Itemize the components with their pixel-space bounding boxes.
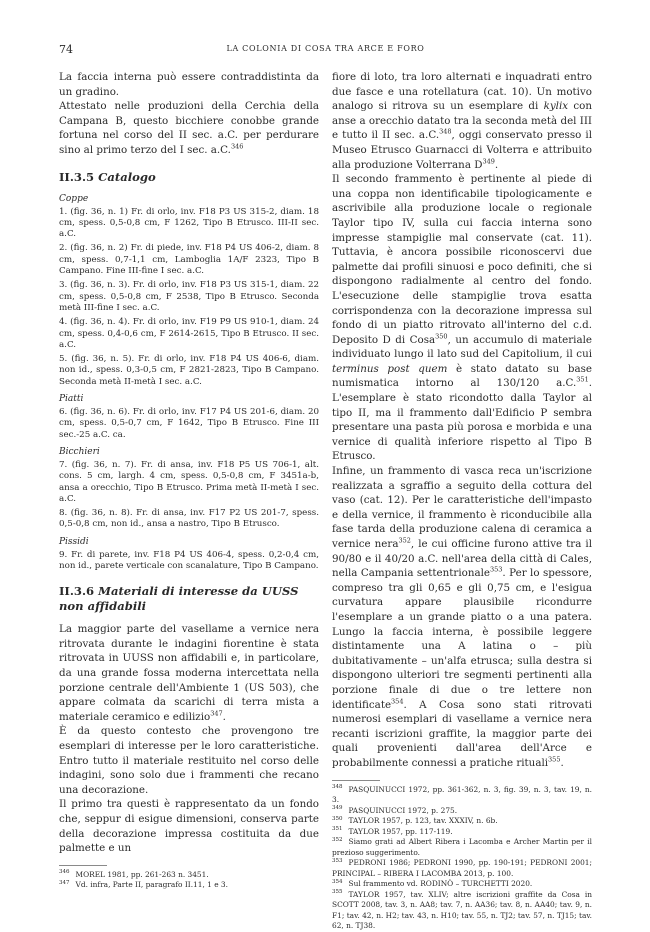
footnote-ref-351[interactable]: 351: [576, 376, 589, 385]
footnote-349: [332, 806, 592, 817]
footnote-number: 349: [332, 805, 343, 812]
subheading-coppe: Coppe: [59, 193, 89, 204]
section-number-2: II.3.6: [59, 584, 95, 599]
footnote-number: 346: [59, 869, 70, 876]
footnote-number: 354: [332, 878, 343, 885]
footnote-348: [332, 785, 592, 806]
footnote-number: 348: [332, 784, 343, 791]
kylix-term: kylix: [543, 100, 569, 113]
materiali-text-b: È da questo contesto che provengono tre esemplari di interesse per le loro caratteristiche. Entro tutto il materiale restituito nel corso delle indagini, sono solo due i frammenti che recano una decorazione.: [59, 725, 319, 796]
section-heading-catalogo: [59, 170, 319, 185]
paragraph-iscrizione: Infine, un frammento di vasca reca un'iscrizione realizzata a sgraffio a seguito della cottura del vaso (cat. 12). Per le caratteristiche dell'impasto e della vernice, il frammento è riconducibile alla fase tarda della produzione calena di ceramica a vernice nera$^{352}$, le cui officine furono attive tra il 90/80 e il 40/20 a.C. nell'area della città di Cales, nella Campania settentrionale$^{353}$. Per lo spessore, compreso tra gli 0,65 e gli 0,75 cm, e l'esigua curvatura appare plausibile ricondurre l'esemplare a un grande piatto o a una patera. Lungo la faccia interna, è possibile leggere distintamente una A latina o – più dubitativamente – un'alfa etrusca; sulla destra si dispongono ulteriori tre segmenti pertinenti alla porzione finale di due o tre lettere non identificate$^{354}$. A Cosa sono stati ritrovati numerosi esemplari di vasellame a vernice nera recanti iscrizioni graffite, la maggior parte dei quali provenienti dall'area dell'Arce e probabilmente connessi a pratiche rituali$^{355}$.: [332, 465, 593, 769]
section-title-2: Materiali di interesse da UUSS non affidabili: [59, 584, 299, 614]
footnote-text: PASQUINUCCI 1972, pp. 361-362, n. 3, fig. 39, n. 3, tav. 19, n. 3.: [332, 784, 592, 804]
catalog-entry-6: 6. (fig. 36, n. 6). Fr. di orlo, inv. F17 P4 US 201-6, diam. 20 cm, spess. 0,5-0,7 cm, F 1642, Tipo B Etrusco. Fine III sec.-25 a.C. ca.: [59, 407, 319, 440]
catalog-entry-1: 1. (fig. 36, n. 1) Fr. di orlo, inv. F18 P3 US 315-2, diam. 18 cm, spess. 0,5-0,8 cm, F 1262, Tipo B Etrusco. III-II sec. a.C.: [59, 206, 319, 240]
intro-line-1: La faccia interna può essere contraddistinta da un gradino.: [59, 71, 319, 98]
left-column: [59, 70, 319, 891]
footnote-ref-348[interactable]: 348: [439, 127, 452, 136]
right-text-3c: . Per lo spessore, compreso tra gli 0,65 e gli 0,75 cm, e l'esigua curvatura appare plausibile ricondurre l'esemplare a un grande piatto o a una patera. Lungo la faccia interna, è possibile leggere distintamente una A latina o – più dubitativamente – un'alfa etrusca; sulla destra si dispongono ulteriori tre segmenti pertinenti alla porzione finale di due o tre lettere non identificate: [332, 567, 593, 711]
footnote-ref-346[interactable]: 346: [230, 142, 244, 151]
footnote-ref-349[interactable]: 349: [482, 157, 495, 166]
running-head: LA COLONIA DI COSA TRA ARCE E FORO: [226, 44, 425, 53]
right-text-3b: , le cui officine furono attive tra il 90/80 e il 40/20 a.C. nell'area della città di Cales, nella Campania settentrionale: [332, 538, 593, 580]
footnote-351: [332, 827, 592, 838]
paragraph-materiali: La maggior parte del vasellame a vernice nera ritrovata durante le indagini fiorentine è stata ritrovata in UUSS non affidabili e, in particolare, da una grande fossa moderna intercettata nella porzione centrale dell'Ambiente 1 (US 503), che appare colmata da scarichi di terra mista a materiale ceramico e edilizio$^{347}$. È da questo contesto che provengono tre esemplari di interesse per le loro caratteristiche. Entro tutto il materiale restituito nel corso delle indagini, sono solo due i frammenti che recano una decorazione. Il primo tra questi è rappresentato da un fondo che, seppur di esigue dimensioni, conserva parte della decorazione impressa costituita da due palmette e un: [59, 623, 319, 855]
footnote-text: PEDRONI 1986; PEDRONI 1990, pp. 190-191; PEDRONI 2001; PRINCIPAL – RIBERA I LACOMBA 2013, p. 100.: [332, 858, 592, 878]
footnote-number: 352: [332, 836, 343, 843]
catalog-entry-9: 9. Fr. di parete, inv. F18 P4 US 406-4, spess. 0,2-0,4 cm, non id., parete verticale con scanalature, Tipo B Campano.: [59, 549, 319, 571]
section-heading-materiali: [59, 584, 319, 614]
footnote-number: 355: [332, 889, 343, 896]
footnote-ref-353[interactable]: 353: [490, 565, 503, 574]
materiali-text-c: Il primo tra questi è rappresentato da un fondo che, seppur di esigue dimensioni, conserva parte della decorazione impressa costituita da due palmette e un: [59, 798, 319, 855]
footnote-ref-355[interactable]: 355: [548, 755, 561, 764]
footnote-ref-347[interactable]: 347: [210, 709, 223, 718]
footnote-number: 351: [332, 826, 343, 833]
catalog-entry-4: 4. (fig. 36, n. 4). Fr. di orlo, inv. F19 P9 US 910-1, diam. 24 cm, spess. 0,4-0,6 cm, F 2614-2615, Tipo B Etrusco. II sec. a.C.: [59, 317, 319, 350]
section-title: Catalogo: [98, 169, 156, 184]
footnote-divider: [332, 780, 380, 781]
footnote-number: 350: [332, 815, 343, 822]
footnote-divider: [59, 865, 107, 866]
subheading-pissidi: Pissidi: [59, 536, 89, 547]
right-text-2d: . L'esemplare è stato ricondotto dalla Taylor al tipo II, ma il frammento dall'Edificio P sembra presentare una pasta più porosa e morbida e una vernice di qualità inferiore rispetto al Tipo B Etrusco.: [332, 377, 592, 463]
footnote-text: Sul frammento vd. RODINÒ – TURCHETTI 2020.: [348, 879, 533, 888]
right-text-3d: . A Cosa sono stati ritrovati numerosi esemplari di vasellame a vernice nera recanti iscrizioni graffite, la maggior parte dei quali provenienti dall'area dell'Arce e probabilmente connessi a pratiche rituali: [332, 698, 592, 769]
right-text-2a: Il secondo frammento è pertinente al piede di una coppa non identificabile tipologicamente e ascrivibile alla produzione locale o regionale Taylor tipo IV, sulla cui faccia interna sono impresse stampiglie mal conservate (cat. 11). Tuttavia, è ancora possibile riconoscervi due palmette dai profili sinuosi e poco definiti, che si dispongono radialmente al centro del fondo. L'esecuzione delle stampiglie trova esatta corrispondenza con la decorazione impressa sul fondo di un piatto ritrovato all'interno del c.d. Deposito D di Cosa: [332, 173, 592, 346]
footnote-346: [59, 870, 319, 881]
subheading-piatti: Piatti: [59, 394, 84, 405]
footnote-text: Siamo grati ad Albert Ribera i Lacomba e Archer Martin per il prezioso suggerimento.: [332, 837, 592, 857]
right-text-3a: Infine, un frammento di vasca reca un'iscrizione realizzata a sgraffio a seguito della cottura del vaso (cat. 12). Per le caratteristiche dell'impasto e della vernice, il frammento è riconducibile alla fase tarda della produzione calena di ceramica a vernice nera: [332, 465, 592, 550]
footnotes-right: [332, 785, 592, 932]
footnote-ref-352[interactable]: 352: [398, 536, 411, 545]
right-text-2c: è stato datato su base numismatica intorno al 130/120 a.C.: [332, 362, 592, 390]
footnote-text: TAYLOR 1957, pp. 117-119.: [348, 826, 453, 836]
catalog-entry-5: 5. (fig. 36, n. 5). Fr. di orlo, inv. F18 P4 US 406-6, diam. non id., spess. 0,3-0,5 cm, F 2821-2823, Tipo B Campano. Seconda metà II-metà I sec. a.C.: [59, 354, 319, 387]
footnote-354: [332, 879, 592, 890]
footnote-347: [59, 880, 319, 891]
section-number: II.3.5: [59, 169, 95, 184]
footnote-number: 353: [332, 857, 343, 864]
catalog-entry-2: 2. (fig. 36, n. 2) Fr. di piede, inv. F18 P4 US 406-2, diam. 8 cm, spess. 0,7-1,1 cm, Lamboglia 1A/F 2323, Tipo B Campano. Fine III-fine I sec. a.C.: [59, 243, 319, 277]
catalog-entry-7: 7. (fig. 36, n. 7). Fr. di ansa, inv. F18 P5 US 706-1, alt. cons. 5 cm, largh. 4 cm, spess. 0,5-0,8 cm, F 3451a-b, ansa a orecchio, Tipo B Etrusco. Prima metà II-metà I sec. a.C.: [59, 459, 319, 504]
footnote-353: [332, 858, 592, 879]
right-text-1: fiore di loto, tra loro alternati e inquadrati entro due fasce e una rotellatura (cat. 10). Un motivo analogo si ritrova su un esemplare di: [332, 71, 592, 113]
right-text-2b: , un accumulo di materiale individuato lungo il lato sud del Capitolium, il cui: [332, 333, 592, 361]
footnote-ref-354[interactable]: 354: [391, 697, 404, 706]
page-number: 74: [59, 43, 73, 56]
paragraph-intro: [59, 70, 319, 158]
page-header: [59, 43, 592, 57]
footnote-text: MOREL 1981, pp. 261-263 n. 3451.: [75, 869, 209, 879]
footnote-ref-350[interactable]: 350: [435, 332, 448, 341]
footnote-text: PASQUINUCCI 1972, p. 275.: [348, 805, 458, 815]
footnote-number: 347: [59, 879, 70, 886]
footnote-355: [332, 890, 592, 932]
footnote-350: [332, 816, 592, 827]
catalog-entry-8: 8. (fig. 36, n. 8). Fr. di ansa, inv. F17 P2 US 201-7, spess. 0,5-0,8 cm, non id., ansa a nastro, Tipo B Etrusco.: [59, 508, 319, 530]
subheading-bicchieri: Bicchieri: [59, 446, 100, 457]
right-text-1b: con anse a orecchio datato tra la seconda metà del III e tutto il II sec. a.C.: [332, 100, 592, 142]
footnote-352: [332, 837, 592, 858]
materiali-text-a: La maggior parte del vasellame a vernice nera ritrovata durante le indagini fiorentine è stata ritrovata in UUSS non affidabili e, in particolare, da una grande fossa moderna intercettata nella porzione centrale dell'Ambiente 1 (US 503), che appare colmata da scarichi di terra mista a materiale ceramico e edilizio: [59, 623, 319, 723]
right-text-1c: , oggi conservato presso il Museo Etrusco Guarnacci di Volterra e attribuito alla produzione Volterrana D: [332, 129, 592, 171]
paragraph-decorazione: fiore di loto, tra loro alternati e inquadrati entro due fasce e una rotellatura (cat. 10). Un motivo analogo si ritrova su un esemplare di kylix con anse a orecchio datato tra la seconda metà del III e tutto il II sec. a.C.$^{348}$, oggi conservato presso il Museo Etrusco Guarnacci di Volterra e attribuito alla produzione Volterrana $D^{349}$.: [332, 71, 592, 171]
terminus-term: terminus post quem: [332, 362, 448, 375]
right-column: [332, 70, 592, 932]
intro-line-2: Attestato nelle produzioni della Cerchia della Campana B, questo bicchiere conobbe grande fortuna nel corso del II sec. a.C. per perdurare sino al primo terzo del I sec. a.C.: [59, 100, 319, 156]
footnote-text: TAYLOR 1957, tav. XLIV; altre iscrizioni graffite da Cosa in SCOTT 2008, tav. 3, n. AA8; tav. 7, n. AA36; tav. 8, n. AA40; tav. 9, n. F1; tav. 42, n. H2; tav. 43, n. H10; tav. 55, n. TJ2; tav. 57, n. TJ15; tav. 62, n. TJ38.: [332, 889, 592, 930]
footnote-text: Vd. infra, Parte II, paragrafo II.11, 1 e 3.: [75, 880, 228, 890]
footnote-text: TAYLOR 1957, p. 123, tav. XXXIV, n. 6b.: [348, 816, 498, 825]
paragraph-secondo-frammento: [332, 172, 592, 464]
catalog-entry-3: 3. (fig. 36, n. 3). Fr. di orlo, inv. F18 P3 US 315-1, diam. 22 cm, spess. 0,5-0,8 cm, F 2538, Tipo B Etrusco. Seconda metà III-fine I sec. a.C.: [59, 280, 319, 313]
